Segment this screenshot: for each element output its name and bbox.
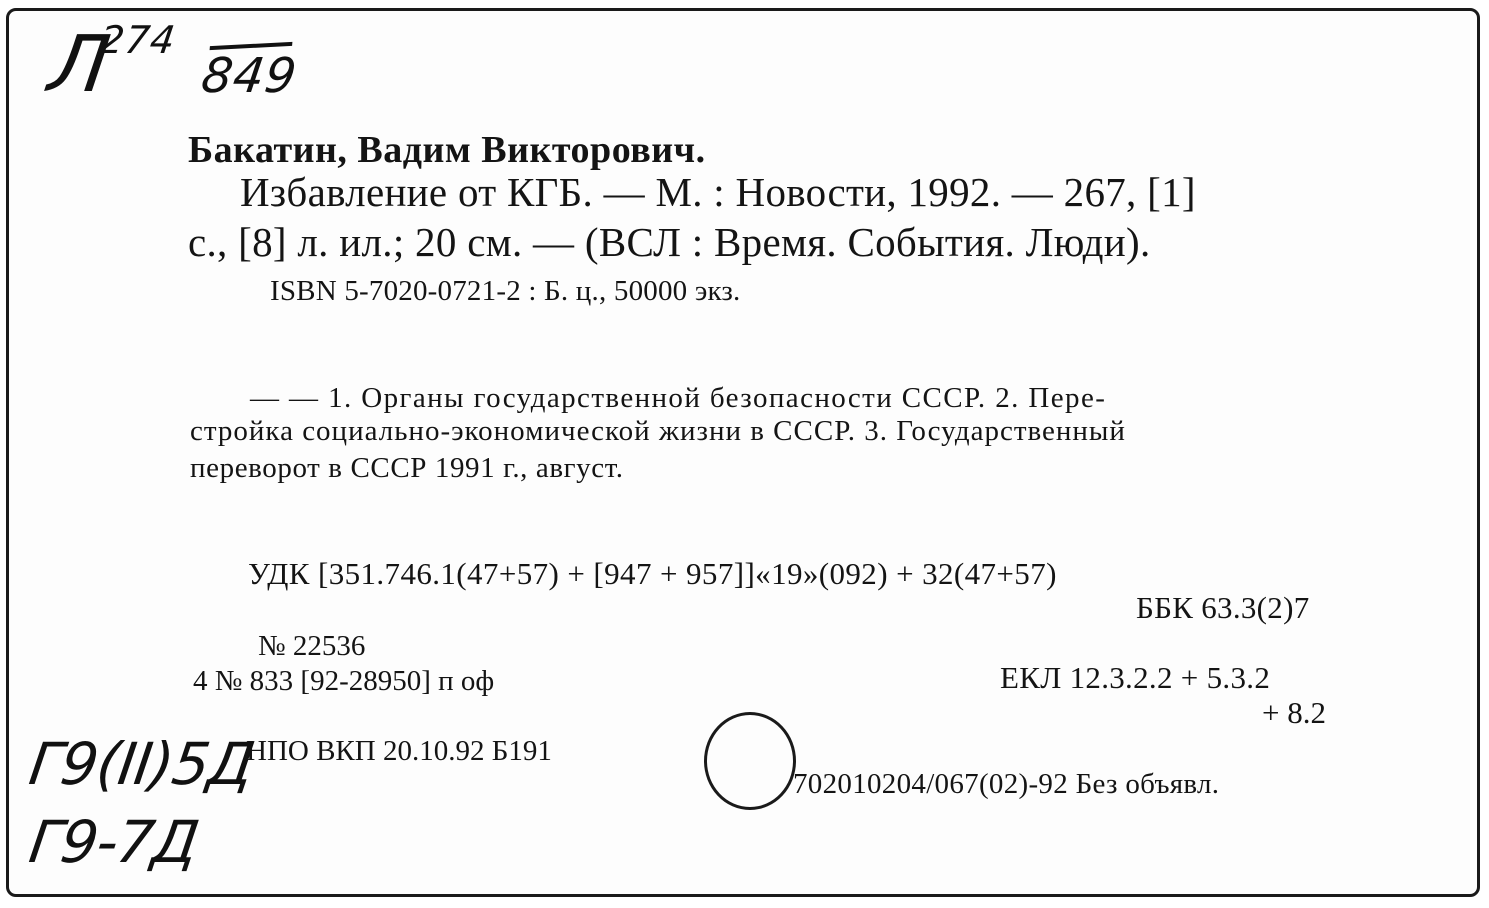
publisher-imprint: НПО ВКП 20.10.92 Б191	[246, 735, 552, 767]
subjects-line-2: стройка социально-экономической жизни в СССР. 3. Государственный	[190, 415, 1126, 447]
circle-stamp	[704, 712, 796, 810]
isbn-line: ISBN 5-7020-0721-2 : Б. ц., 50000 экз.	[270, 275, 741, 307]
title-line-1: Избавление от КГБ. — М. : Новости, 1992. — 267, [1]	[240, 169, 1196, 215]
shelf-mark-superscript: 274	[96, 18, 179, 62]
author-heading: Бакатин, Вадим Викторович.	[188, 129, 706, 171]
shelf-mark-letter: Л	[43, 20, 113, 110]
shelf-mark-subscript: 849	[198, 48, 301, 104]
subjects-line-3: переворот в СССР 1991 г., август.	[190, 452, 624, 484]
bbk-classification: ББК 63.3(2)7	[1136, 590, 1310, 625]
udk-classification: УДК [351.746.1(47+57) + [947 + 957]]«19»(092) + 32(47+57)	[248, 556, 1057, 591]
handwritten-note-1: Г9(II)5Д	[25, 730, 258, 798]
subjects-line-1: — — 1. Органы государственной безопасности СССР. 2. Пере-	[250, 382, 1107, 414]
catalog-code: 702010204/067(02)-92 Без объявл.	[793, 768, 1220, 800]
order-number: 4 № 833 [92-28950] п оф	[193, 665, 495, 697]
title-line-2: с., [8] л. ил.; 20 см. — (ВСЛ : Время. События. Люди).	[188, 219, 1151, 265]
card-number: № 22536	[258, 630, 366, 662]
ekl-classification-continued: + 8.2	[1262, 695, 1326, 730]
handwritten-note-2: Г9-7Д	[25, 808, 203, 876]
ekl-classification: ЕКЛ 12.3.2.2 + 5.3.2	[1000, 660, 1271, 695]
